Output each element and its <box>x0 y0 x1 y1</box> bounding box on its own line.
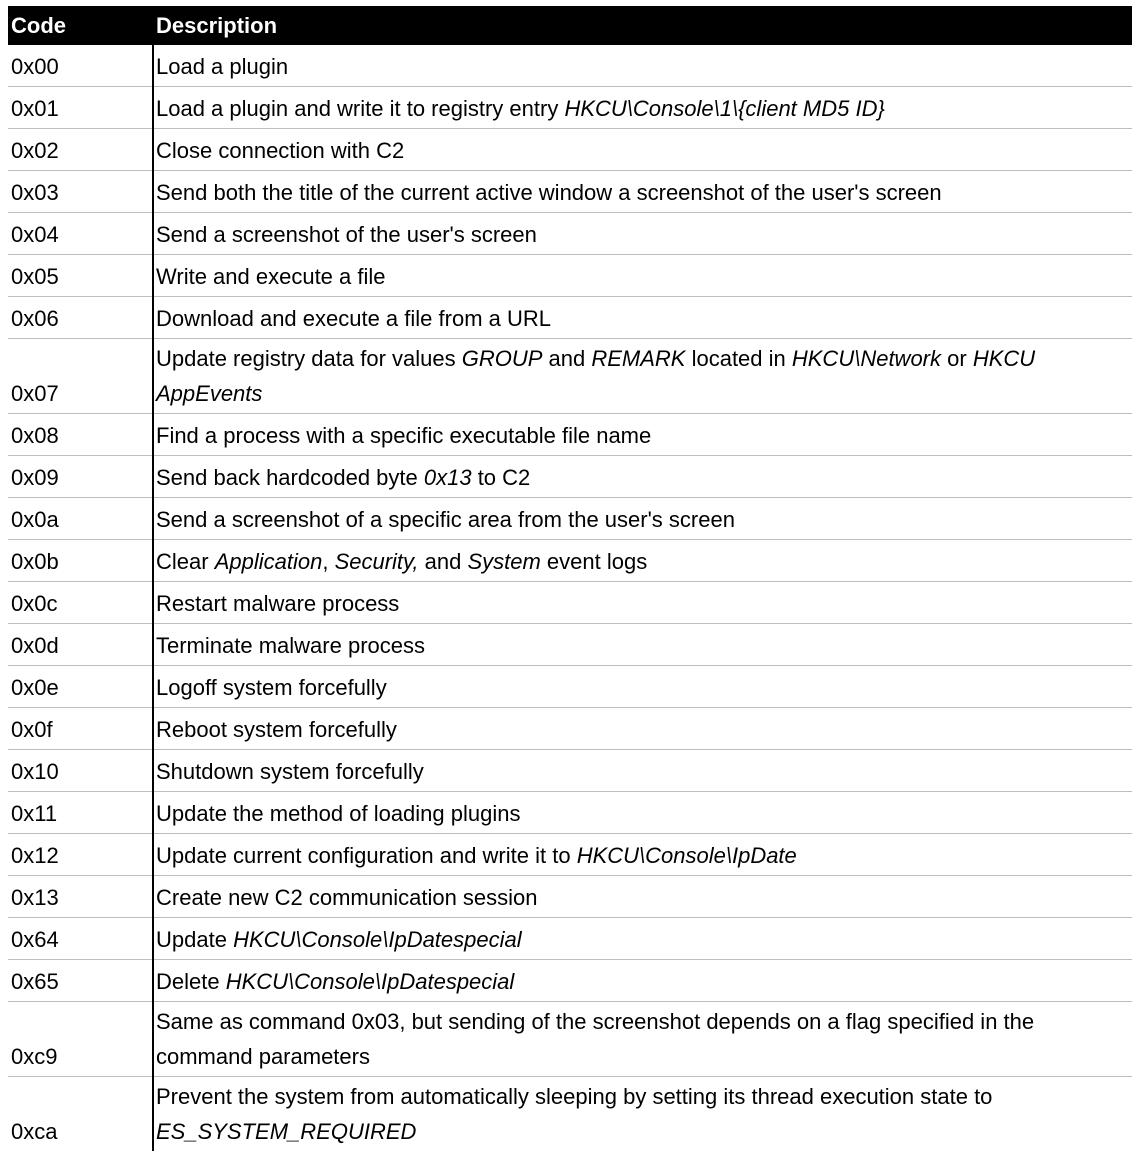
command-code-cell: 0x09 <box>8 456 153 498</box>
table-body <box>8 45 1132 1151</box>
description-italic-text: HKCU AppEvents <box>156 346 1036 406</box>
command-description-cell <box>153 87 1132 129</box>
table-row <box>8 297 1132 339</box>
description-text: event logs <box>540 549 648 574</box>
table-row <box>8 45 1132 87</box>
table-row <box>8 750 1132 792</box>
table-row <box>8 171 1132 213</box>
table-row <box>8 87 1132 129</box>
command-description-cell <box>153 624 1132 666</box>
command-description-cell <box>153 297 1132 339</box>
command-code-cell: 0x0d <box>8 624 153 666</box>
command-description-cell <box>153 414 1132 456</box>
command-code-cell: 0x0e <box>8 666 153 708</box>
command-code-cell: 0x07 <box>8 339 153 414</box>
command-description-cell <box>153 876 1132 918</box>
description-text: Send a screenshot of the user's screen <box>156 222 537 247</box>
description-text: , <box>322 549 335 574</box>
table-row <box>8 960 1132 1002</box>
description-italic-text: HKCU\Console\IpDate <box>576 843 797 868</box>
command-code-cell: 0x64 <box>8 918 153 960</box>
table-row <box>8 876 1132 918</box>
table-row <box>8 792 1132 834</box>
description-text: Update current configuration and write it to <box>156 843 577 868</box>
table-row <box>8 834 1132 876</box>
command-table <box>8 6 1132 1151</box>
table-row <box>8 540 1132 582</box>
table-row <box>8 255 1132 297</box>
command-description-cell <box>153 171 1132 213</box>
table-row <box>8 1077 1132 1152</box>
command-description-cell <box>153 540 1132 582</box>
command-code-cell: 0x06 <box>8 297 153 339</box>
description-text: Load a plugin and write it to registry entry <box>156 96 565 121</box>
command-code-cell: 0x00 <box>8 45 153 87</box>
table-row <box>8 666 1132 708</box>
description-text: to C2 <box>471 465 531 490</box>
description-text: Terminate malware process <box>156 633 425 658</box>
description-text: and <box>542 346 592 371</box>
description-text: Logoff system forcefully <box>156 675 387 700</box>
table-row <box>8 456 1132 498</box>
command-code-cell: 0x11 <box>8 792 153 834</box>
command-description-cell <box>153 129 1132 171</box>
description-text: or <box>941 346 973 371</box>
description-italic-text: 0x13 <box>423 465 472 490</box>
command-code-cell: 0x0f <box>8 708 153 750</box>
description-text: Send both the title of the current active window a screenshot of the user's screen <box>156 180 942 205</box>
command-code-cell: 0x08 <box>8 414 153 456</box>
description-text: Create new C2 communication session <box>156 885 538 910</box>
command-code-cell: 0x03 <box>8 171 153 213</box>
command-description-cell <box>153 960 1132 1002</box>
table-row <box>8 624 1132 666</box>
description-text: Same as command 0x03, but sending of the screenshot depends on a flag specified in the command parameters <box>156 1009 1035 1069</box>
description-text: Write and execute a file <box>156 264 386 289</box>
description-text: and <box>418 549 468 574</box>
command-code-cell: 0xc9 <box>8 1002 153 1077</box>
command-description-cell <box>153 792 1132 834</box>
command-description-cell <box>153 918 1132 960</box>
description-text: Update the method of loading plugins <box>156 801 521 826</box>
command-description-cell <box>153 255 1132 297</box>
table-row <box>8 498 1132 540</box>
description-text: Close connection with C2 <box>156 138 405 163</box>
description-italic-text: HKCU\Console\IpDatespecial <box>233 927 522 952</box>
description-text: Send a screenshot of a specific area from the user's screen <box>156 507 735 532</box>
description-column-header: Description <box>156 12 278 38</box>
table-row <box>8 339 1132 414</box>
command-code-cell: 0x12 <box>8 834 153 876</box>
table-row <box>8 213 1132 255</box>
description-italic-text: GROUP <box>461 346 543 371</box>
description-italic-text: Application <box>214 549 323 574</box>
command-description-cell <box>153 708 1132 750</box>
table-row <box>8 918 1132 960</box>
description-italic-text: HKCU\Console\IpDatespecial <box>225 969 515 994</box>
table-header <box>8 6 1132 45</box>
command-description-cell <box>153 339 1132 414</box>
description-italic-text: ES_SYSTEM_REQUIRED <box>156 1119 417 1144</box>
command-code-cell: 0x0c <box>8 582 153 624</box>
command-description-cell <box>153 456 1132 498</box>
description-italic-text: Security, <box>334 549 419 574</box>
description-text: Clear <box>156 549 215 574</box>
command-description-cell <box>153 45 1132 87</box>
description-italic-text: HKCU\Console\1\{client MD5 ID} <box>564 96 885 121</box>
command-description-cell <box>153 498 1132 540</box>
command-code-cell: 0x04 <box>8 213 153 255</box>
command-code-cell: 0x10 <box>8 750 153 792</box>
table-row <box>8 129 1132 171</box>
description-text: Restart malware process <box>156 591 400 616</box>
table-row <box>8 414 1132 456</box>
command-description-cell <box>153 582 1132 624</box>
command-code-cell: 0x01 <box>8 87 153 129</box>
description-text: Update registry data for values <box>156 346 462 371</box>
command-description-cell <box>153 213 1132 255</box>
command-code-cell: 0xca <box>8 1077 153 1152</box>
table-row <box>8 708 1132 750</box>
description-text: Send back hardcoded byte <box>156 465 424 490</box>
command-code-cell: 0x02 <box>8 129 153 171</box>
command-code-cell: 0x13 <box>8 876 153 918</box>
header-row <box>8 6 1132 45</box>
command-code-cell: 0x0b <box>8 540 153 582</box>
command-code-cell: 0x0a <box>8 498 153 540</box>
command-description-cell <box>153 750 1132 792</box>
description-text: Load a plugin <box>156 54 289 79</box>
description-text: Prevent the system from automatically sleeping by setting its thread execution state to <box>156 1084 993 1109</box>
command-description-cell <box>153 1077 1132 1152</box>
description-text: Reboot system forcefully <box>156 717 397 742</box>
description-text: Find a process with a specific executable file name <box>156 423 652 448</box>
command-code-cell: 0x65 <box>8 960 153 1002</box>
table-row <box>8 582 1132 624</box>
description-text: Delete <box>156 969 226 994</box>
description-text: Download and execute a file from a URL <box>156 306 551 331</box>
command-code-cell: 0x05 <box>8 255 153 297</box>
description-text: Shutdown system forcefully <box>156 759 424 784</box>
command-description-cell <box>153 1002 1132 1077</box>
command-description-cell <box>153 834 1132 876</box>
command-table-container <box>8 6 1132 1151</box>
code-column-header: Code <box>11 12 66 38</box>
description-text: located in <box>685 346 792 371</box>
description-italic-text: HKCU\Network <box>791 346 942 371</box>
command-description-cell <box>153 666 1132 708</box>
description-italic-text: System <box>467 549 541 574</box>
description-italic-text: REMARK <box>591 346 686 371</box>
table-row <box>8 1002 1132 1077</box>
description-text: Update <box>156 927 234 952</box>
